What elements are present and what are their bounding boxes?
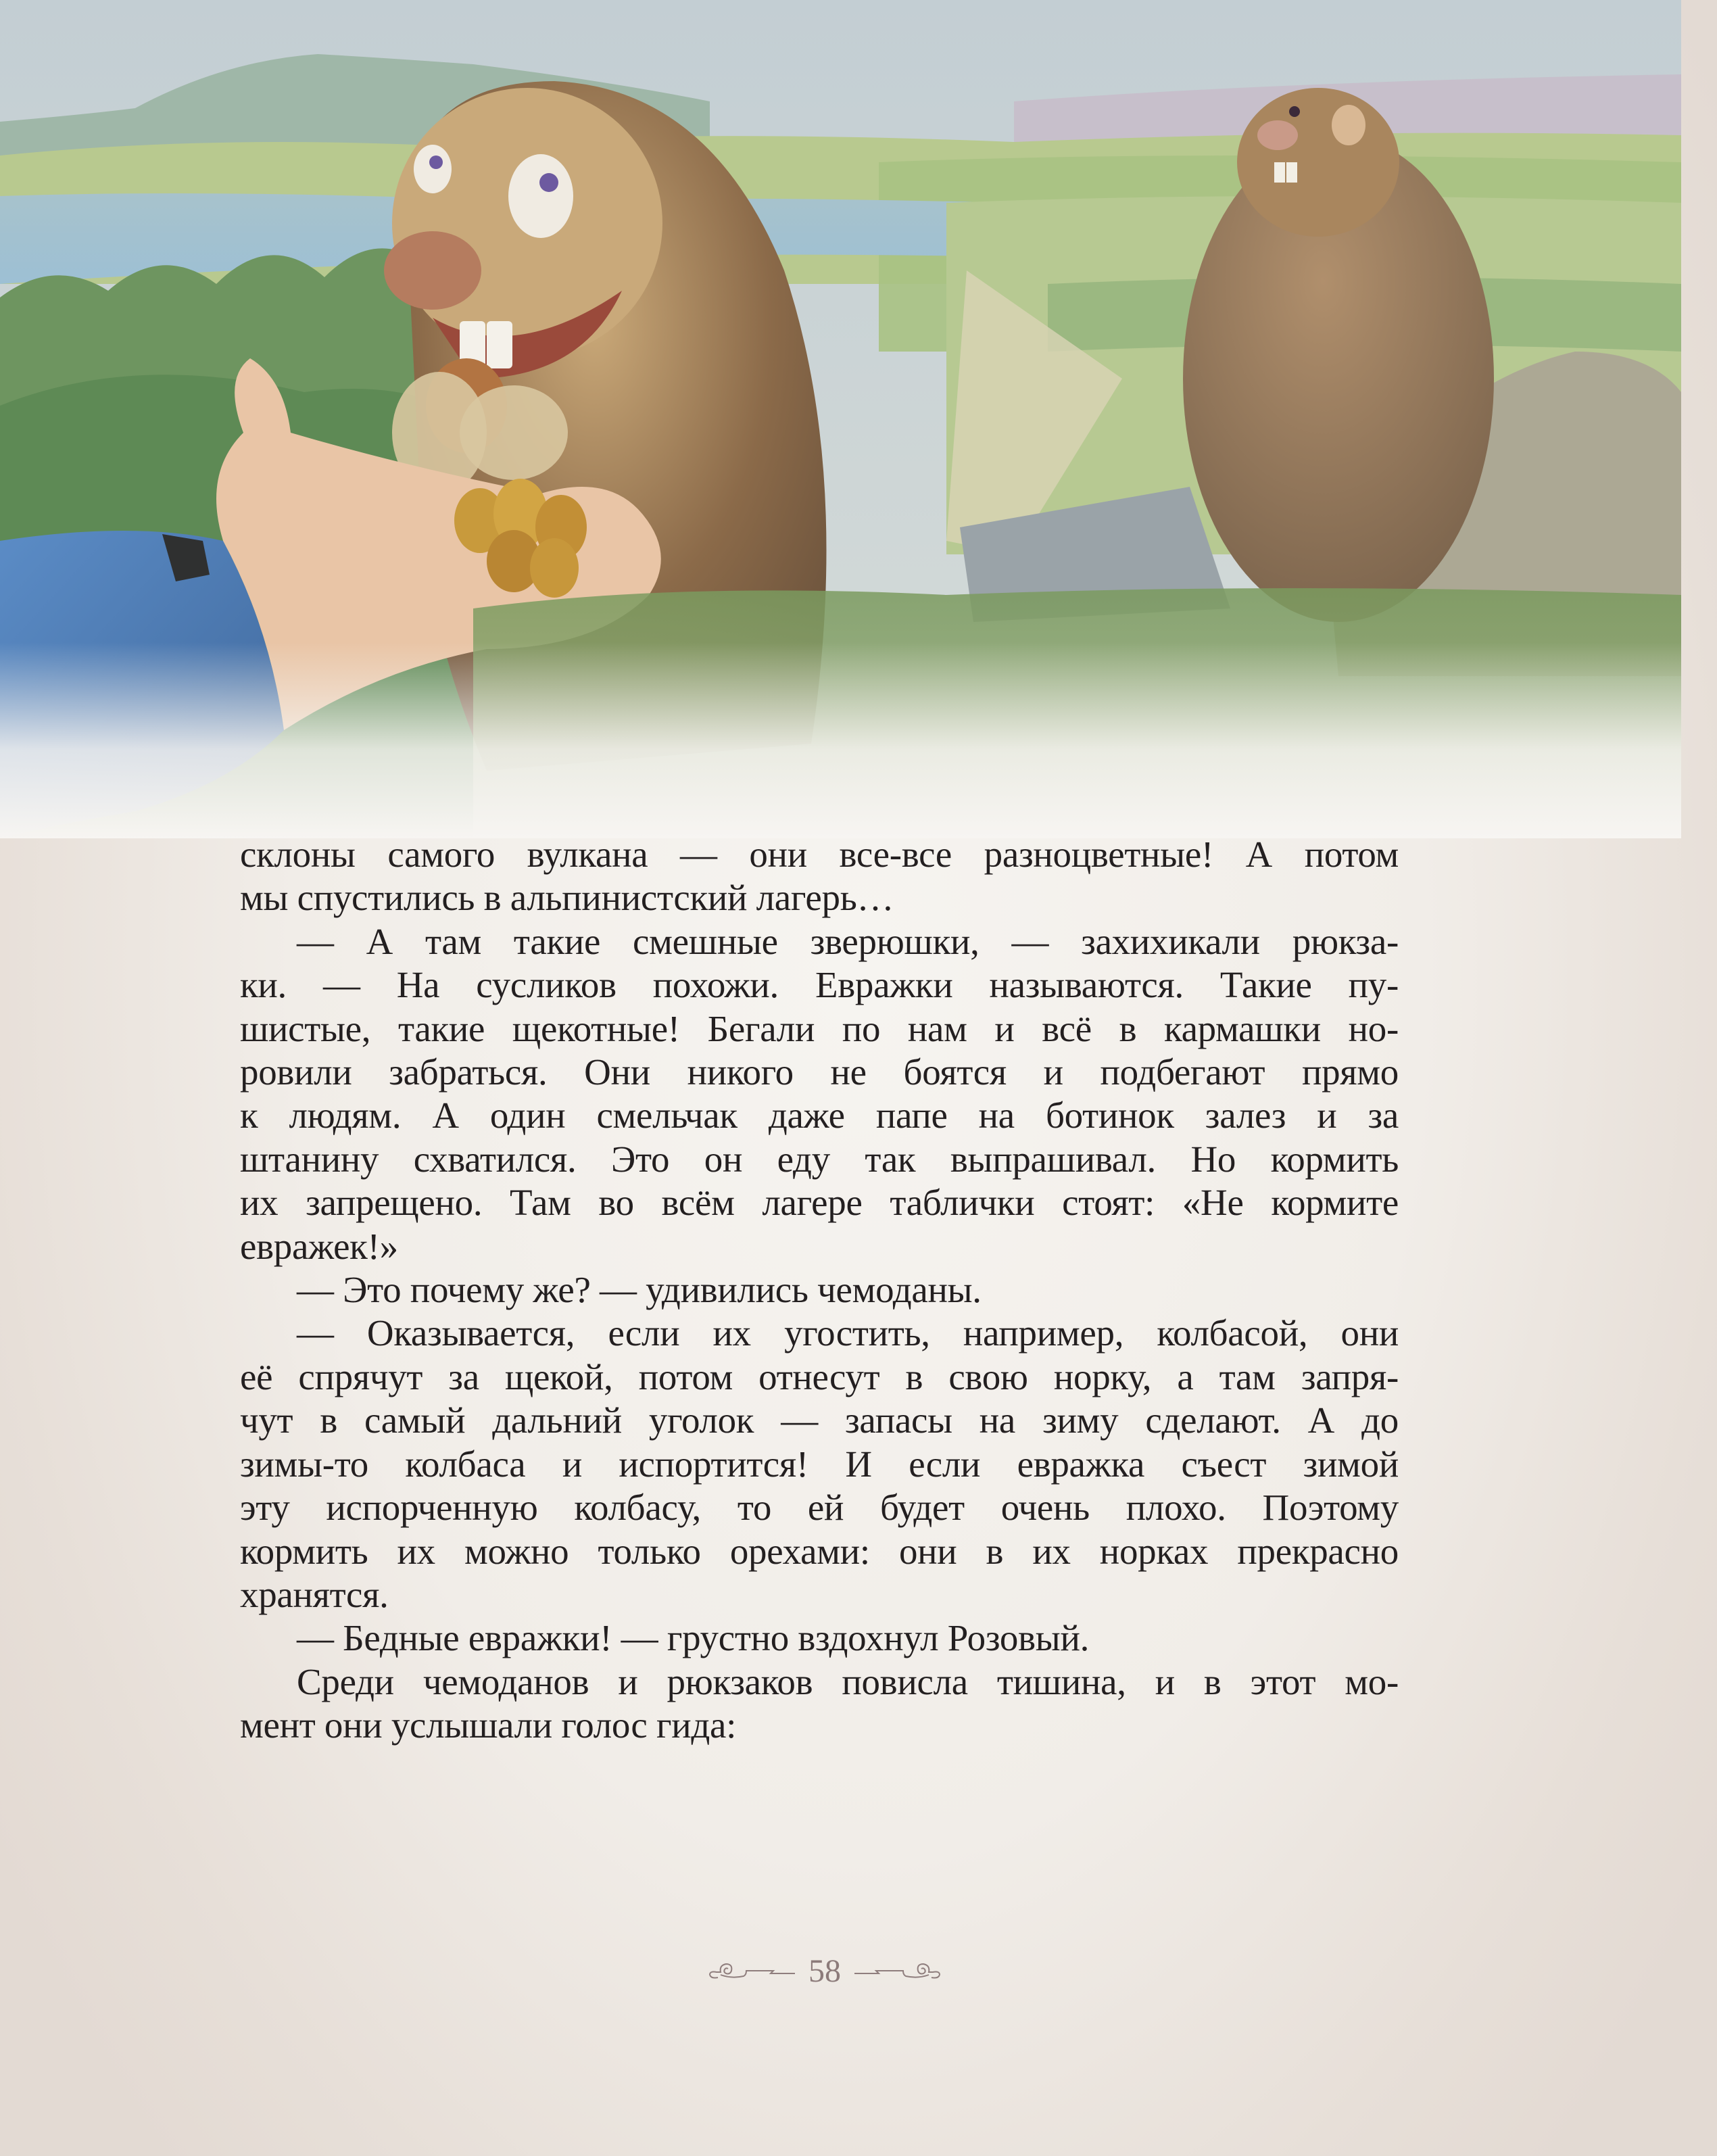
page-number: 58 (808, 1953, 841, 1989)
text-line: чут в самый дальний уголок — запасы на зиму сделают. А до (240, 1399, 1399, 1441)
bottom-fade (0, 642, 1681, 838)
text-line: — Оказывается, если их угостить, например, колбасой, они (297, 1312, 1399, 1354)
text-line: — Это почему же? — удивились чемоданы. (297, 1269, 982, 1311)
text-line: ки. — На сусликов похожи. Евражки называются. Такие пу- (240, 964, 1399, 1006)
text-line: ровили забраться. Они никого не боятся и подбегают прямо (240, 1051, 1399, 1093)
text-line: мент они услышали голос гида: (240, 1704, 737, 1746)
text-line: — Бедные евражки! — грустно вздохнул Розовый. (297, 1617, 1090, 1659)
text-line: Среди чемоданов и рюкзаков повисла тишина, и в этот мо- (297, 1660, 1399, 1702)
text-line: эту испорченную колбасу, то ей будет очень плохо. Поэтому (240, 1487, 1399, 1529)
evrazhka-illustration (0, 0, 1681, 838)
text-line: зимы-то колбаса и испортится! И если евражка съест зимой (240, 1443, 1399, 1485)
text-line: хранятся. (240, 1573, 389, 1615)
text-line: их запрещено. Там во всём лагере таблички стоят: «Не кормите (240, 1182, 1399, 1224)
illustration (0, 0, 1681, 838)
text-line: евражек!» (240, 1225, 398, 1267)
text-line: кормить их можно только орехами: они в их норках прекрасно (240, 1530, 1399, 1572)
text-line: штанину схватился. Это он еду так выпрашивал. Но кормить (240, 1138, 1399, 1180)
page-number-folio (690, 1947, 960, 1994)
text-line: её спрячут за щекой, потом отнесут в свою норку, а там запря- (240, 1356, 1399, 1397)
text-line: шистые, такие щекотные! Бегали по нам и всё в кармашки но- (240, 1007, 1399, 1049)
text-line: к людям. А один смельчак даже папе на ботинок залез и за (240, 1095, 1399, 1136)
text-line: мы спустились в альпинистский лагерь… (240, 877, 894, 919)
flourish-right-icon (853, 1957, 941, 1984)
text-line: — А там такие смешные зверюшки, — захихикали рюкза- (297, 920, 1399, 962)
text-line: склоны самого вулкана — они все-все разноцветные! А потом (240, 834, 1399, 875)
flourish-left-icon (708, 1957, 796, 1984)
body-text (240, 833, 1399, 1748)
